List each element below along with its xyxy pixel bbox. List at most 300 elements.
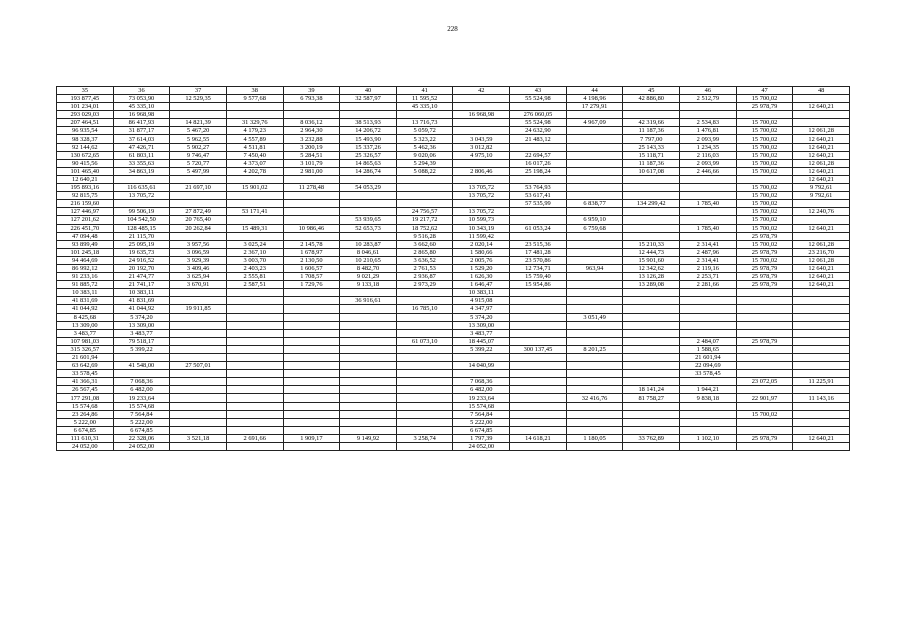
table-cell [736,111,793,119]
table-cell [226,289,283,297]
table-cell: 93 899,49 [57,240,114,248]
table-row [57,216,850,224]
table-cell: 3 025,24 [226,240,283,248]
table-cell: 11 599,42 [453,232,510,240]
table-cell: 4 198,96 [566,95,623,103]
table-cell: 104 542,50 [113,216,170,224]
table-cell: 55 524,98 [510,119,567,127]
table-cell [396,426,453,434]
table-cell: 2 484,07 [680,337,737,345]
table-row [57,208,850,216]
table-cell: 15 210,33 [623,240,680,248]
table-cell: 3 096,59 [170,248,227,256]
table-cell: 12 640,21 [793,175,850,183]
table-cell [510,354,567,362]
table-cell: 4 179,23 [226,127,283,135]
table-cell [680,208,737,216]
table-cell [340,321,397,329]
table-cell [283,386,340,394]
table-cell: 2 446,66 [680,167,737,175]
table-cell: 12 061,28 [793,127,850,135]
table-cell [226,200,283,208]
table-cell [340,418,397,426]
table-cell: 3 483,77 [453,329,510,337]
table-cell [340,289,397,297]
table-cell [113,354,170,362]
table-cell [396,313,453,321]
table-cell [283,305,340,313]
table-cell [283,297,340,305]
table-cell: 3 636,52 [396,256,453,264]
table-cell [623,192,680,200]
table-cell [680,111,737,119]
table-cell [226,321,283,329]
table-cell: 31 329,76 [226,119,283,127]
table-cell [566,443,623,451]
table-cell: 2 119,16 [680,264,737,272]
table-cell: 128 485,15 [113,224,170,232]
table-cell [226,402,283,410]
table-cell: 90 415,56 [57,159,114,167]
table-cell [283,370,340,378]
table-cell [283,329,340,337]
table-cell [736,402,793,410]
table-row [57,386,850,394]
table-cell: 2 761,53 [396,264,453,272]
table-cell [170,321,227,329]
table-cell: 2 093,99 [680,135,737,143]
table-cell: 315 326,57 [57,345,114,353]
table-cell: 2 973,29 [396,281,453,289]
table-cell [170,378,227,386]
table-cell: 15 493,90 [340,135,397,143]
table-cell: 2 281,66 [680,281,737,289]
table-cell [736,386,793,394]
table-cell: 6 674,85 [113,426,170,434]
table-cell: 18 141,24 [623,386,680,394]
table-row [57,192,850,200]
column-header: 43 [510,87,567,95]
table-cell: 33 578,45 [680,370,737,378]
table-cell: 26 567,45 [57,386,114,394]
table-cell: 21 474,77 [113,273,170,281]
table-cell [680,232,737,240]
table-cell: 20 765,40 [170,216,227,224]
table-cell: 41 366,31 [57,378,114,386]
table-cell: 3 012,82 [453,143,510,151]
table-cell: 12 240,76 [793,208,850,216]
table-row [57,426,850,434]
table-cell: 15 118,71 [623,151,680,159]
table-cell: 19 635,73 [113,248,170,256]
table-cell [566,184,623,192]
table-cell [226,337,283,345]
table-cell: 12 640,21 [793,273,850,281]
table-cell [623,410,680,418]
table-cell [226,426,283,434]
table-cell: 15 337,26 [340,143,397,151]
column-header: 38 [226,87,283,95]
table-cell: 33 762,89 [623,434,680,442]
table-cell [283,175,340,183]
table-cell: 92 815,75 [57,192,114,200]
table-cell: 13 309,00 [453,321,510,329]
table-cell: 12 061,28 [793,240,850,248]
table-cell [396,289,453,297]
table-row [57,248,850,256]
table-cell: 98 328,37 [57,135,114,143]
table-cell: 7 068,36 [113,378,170,386]
table-cell [566,402,623,410]
table-cell: 15 700,02 [736,216,793,224]
table-cell: 2 020,14 [453,240,510,248]
table-cell: 1 678,97 [283,248,340,256]
table-cell [170,232,227,240]
table-cell: 12 529,35 [170,95,227,103]
table-cell: 17 279,91 [566,103,623,111]
table-cell: 25 978,79 [736,103,793,111]
table-cell [736,289,793,297]
table-cell: 15 700,02 [736,256,793,264]
table-cell [396,418,453,426]
table-cell [170,297,227,305]
table-cell: 25 978,79 [736,273,793,281]
table-cell [623,443,680,451]
table-cell [226,103,283,111]
table-cell: 25 978,79 [736,248,793,256]
table-cell: 15 700,02 [736,224,793,232]
table-cell: 9 020,06 [396,151,453,159]
table-cell [340,354,397,362]
table-cell: 2 093,99 [680,159,737,167]
table-row [57,264,850,272]
table-cell [793,297,850,305]
column-header: 40 [340,87,397,95]
table-cell: 9 838,18 [680,394,737,402]
table-cell: 2 865,80 [396,248,453,256]
table-cell [566,281,623,289]
table-cell: 6 838,77 [566,200,623,208]
table-cell [566,289,623,297]
table-cell: 1 180,05 [566,434,623,442]
table-cell [736,175,793,183]
table-cell: 3 483,77 [113,329,170,337]
table-cell: 8 425,68 [57,313,114,321]
table-cell [680,313,737,321]
table-cell [510,329,567,337]
table-cell [680,216,737,224]
table-cell: 216 159,60 [57,200,114,208]
table-cell: 6 674,85 [453,426,510,434]
table-cell [396,370,453,378]
table-cell [566,192,623,200]
table-cell: 41 548,00 [113,362,170,370]
table-cell [453,127,510,135]
table-cell: 11 143,16 [793,394,850,402]
table-cell: 15 759,40 [510,273,567,281]
table-cell: 96 935,54 [57,127,114,135]
table-cell [793,410,850,418]
table-cell: 10 210,65 [340,256,397,264]
table-cell: 101 465,40 [57,167,114,175]
table-cell: 2 936,87 [396,273,453,281]
table-cell: 5 222,00 [453,418,510,426]
table-cell: 9 149,92 [340,434,397,442]
table-cell: 23 515,36 [510,240,567,248]
table-cell [680,289,737,297]
table-cell [283,200,340,208]
table-cell: 3 521,18 [170,434,227,442]
table-cell: 6 482,00 [453,386,510,394]
table-row [57,370,850,378]
table-cell: 1 944,21 [680,386,737,394]
table-row [57,321,850,329]
table-row [57,337,850,345]
table-row [57,167,850,175]
table-cell [623,329,680,337]
table-cell [226,362,283,370]
table-cell [340,345,397,353]
table-cell [226,443,283,451]
table-cell [226,175,283,183]
table-cell: 3 258,74 [396,434,453,442]
table-cell: 15 489,31 [226,224,283,232]
table-cell [510,410,567,418]
column-header: 48 [793,87,850,95]
table-cell: 1 588,65 [680,345,737,353]
table-cell: 127 201,62 [57,216,114,224]
table-cell [736,426,793,434]
table-cell: 23 072,05 [736,378,793,386]
table-cell: 41 044,92 [113,305,170,313]
table-cell [736,362,793,370]
table-cell [340,329,397,337]
table-cell [510,443,567,451]
table-cell [170,313,227,321]
table-cell [793,305,850,313]
table-cell [453,370,510,378]
table-cell [793,362,850,370]
table-cell [340,370,397,378]
column-header: 45 [623,87,680,95]
table-row [57,151,850,159]
table-cell [566,370,623,378]
table-cell: 13 126,28 [623,273,680,281]
table-cell: 16 968,98 [113,111,170,119]
table-cell: 12 640,21 [793,143,850,151]
table-cell: 11 595,52 [396,95,453,103]
table-cell: 12 640,21 [793,281,850,289]
table-cell: 14 286,74 [340,167,397,175]
table-cell: 18 752,62 [396,224,453,232]
table-row [57,378,850,386]
table-cell [566,321,623,329]
table-cell: 12 640,21 [793,167,850,175]
table-cell: 7 564,84 [453,410,510,418]
table-cell [226,410,283,418]
table-cell [566,111,623,119]
table-cell: 37 614,03 [113,135,170,143]
table-cell [680,184,737,192]
table-cell: 54 053,29 [340,184,397,192]
table-cell [396,184,453,192]
table-cell: 116 635,61 [113,184,170,192]
table-cell [283,443,340,451]
table-cell [736,313,793,321]
table-cell: 3 483,77 [57,329,114,337]
table-cell [623,305,680,313]
table-cell [680,378,737,386]
table-cell: 12 061,28 [793,159,850,167]
table-cell [680,410,737,418]
table-cell: 24 052,00 [57,443,114,451]
table-cell: 41 044,92 [57,305,114,313]
table-cell: 94 464,69 [57,256,114,264]
table-cell: 33 578,45 [57,370,114,378]
table-cell [680,175,737,183]
table-cell [736,329,793,337]
table-cell: 15 700,02 [736,410,793,418]
table-cell: 41 831,69 [113,297,170,305]
table-cell [566,232,623,240]
table-row [57,443,850,451]
table-cell: 12 734,71 [510,264,567,272]
table-cell [396,378,453,386]
table-cell: 9 792,61 [793,184,850,192]
table-cell: 5 294,39 [396,159,453,167]
table-cell [283,232,340,240]
table-cell [566,175,623,183]
table-cell: 127 446,97 [57,208,114,216]
table-cell: 3 051,49 [566,313,623,321]
table-cell [623,208,680,216]
table-cell [566,248,623,256]
table-cell: 1 797,39 [453,434,510,442]
table-cell [680,297,737,305]
table-cell: 20 192,70 [113,264,170,272]
table-cell: 24 052,00 [453,443,510,451]
table-cell: 25 978,79 [736,434,793,442]
table-cell [793,216,850,224]
table-cell: 55 524,98 [510,95,567,103]
table-cell: 25 978,79 [736,264,793,272]
table-cell: 4 373,07 [226,159,283,167]
table-cell: 38 513,93 [340,119,397,127]
column-header: 39 [283,87,340,95]
table-cell: 15 700,02 [736,127,793,135]
table-cell: 5 902,27 [170,143,227,151]
table-cell [623,184,680,192]
table-cell: 3 409,46 [170,264,227,272]
table-cell: 4 915,08 [453,297,510,305]
table-cell: 1 476,81 [680,127,737,135]
table-cell: 45 335,10 [113,103,170,111]
table-cell: 53 617,41 [510,192,567,200]
table-cell: 45 335,10 [396,103,453,111]
table-cell: 21 601,94 [57,354,114,362]
table-row [57,95,850,103]
table-cell: 8 046,61 [340,248,397,256]
table-cell: 3 232,88 [283,135,340,143]
table-cell [566,151,623,159]
table-row [57,345,850,353]
table-cell: 6 482,00 [113,386,170,394]
table-cell [680,321,737,329]
table-cell [623,426,680,434]
table-cell [793,200,850,208]
table-cell: 10 343,19 [453,224,510,232]
table-cell: 16 785,10 [396,305,453,313]
table-cell: 13 289,08 [623,281,680,289]
table-row [57,289,850,297]
table-cell: 5 374,20 [453,313,510,321]
table-cell: 4 975,10 [453,151,510,159]
table-cell: 5 284,51 [283,151,340,159]
table-row [57,103,850,111]
table-cell: 12 444,73 [623,248,680,256]
table-cell [170,345,227,353]
table-cell: 17 481,28 [510,248,567,256]
table-row [57,273,850,281]
table-cell: 23 216,70 [793,248,850,256]
table-cell: 91 233,16 [57,273,114,281]
table-cell [170,111,227,119]
table-cell [566,362,623,370]
table-row [57,305,850,313]
table-cell: 2 981,00 [283,167,340,175]
table-cell [510,337,567,345]
column-header: 46 [680,87,737,95]
table-cell [793,370,850,378]
table-cell [170,386,227,394]
table-cell: 15 954,86 [510,281,567,289]
table-cell [510,418,567,426]
table-cell: 195 893,16 [57,184,114,192]
table-cell: 193 877,45 [57,95,114,103]
table-cell [623,402,680,410]
table-cell: 5 962,55 [170,135,227,143]
table-cell [566,329,623,337]
table-cell: 111 610,31 [57,434,114,442]
table-cell [283,321,340,329]
table-row [57,418,850,426]
table-cell [623,297,680,305]
table-cell [510,289,567,297]
table-cell: 12 640,21 [793,434,850,442]
table-cell: 4 557,89 [226,135,283,143]
table-cell [226,386,283,394]
column-header: 35 [57,87,114,95]
table-cell: 15 700,02 [736,240,793,248]
table-cell [566,240,623,248]
table-cell: 3 101,79 [283,159,340,167]
table-row [57,232,850,240]
table-cell [340,337,397,345]
table-cell: 2 487,96 [680,248,737,256]
column-header: 47 [736,87,793,95]
table-cell: 5 467,20 [170,127,227,135]
table-cell [623,337,680,345]
table-row [57,224,850,232]
table-cell: 4 967,09 [566,119,623,127]
table-cell: 14 040,99 [453,362,510,370]
table-cell: 1 529,20 [453,264,510,272]
table-cell [793,443,850,451]
table-cell [340,402,397,410]
table-cell [453,200,510,208]
table-cell: 41 831,69 [57,297,114,305]
table-cell [736,354,793,362]
